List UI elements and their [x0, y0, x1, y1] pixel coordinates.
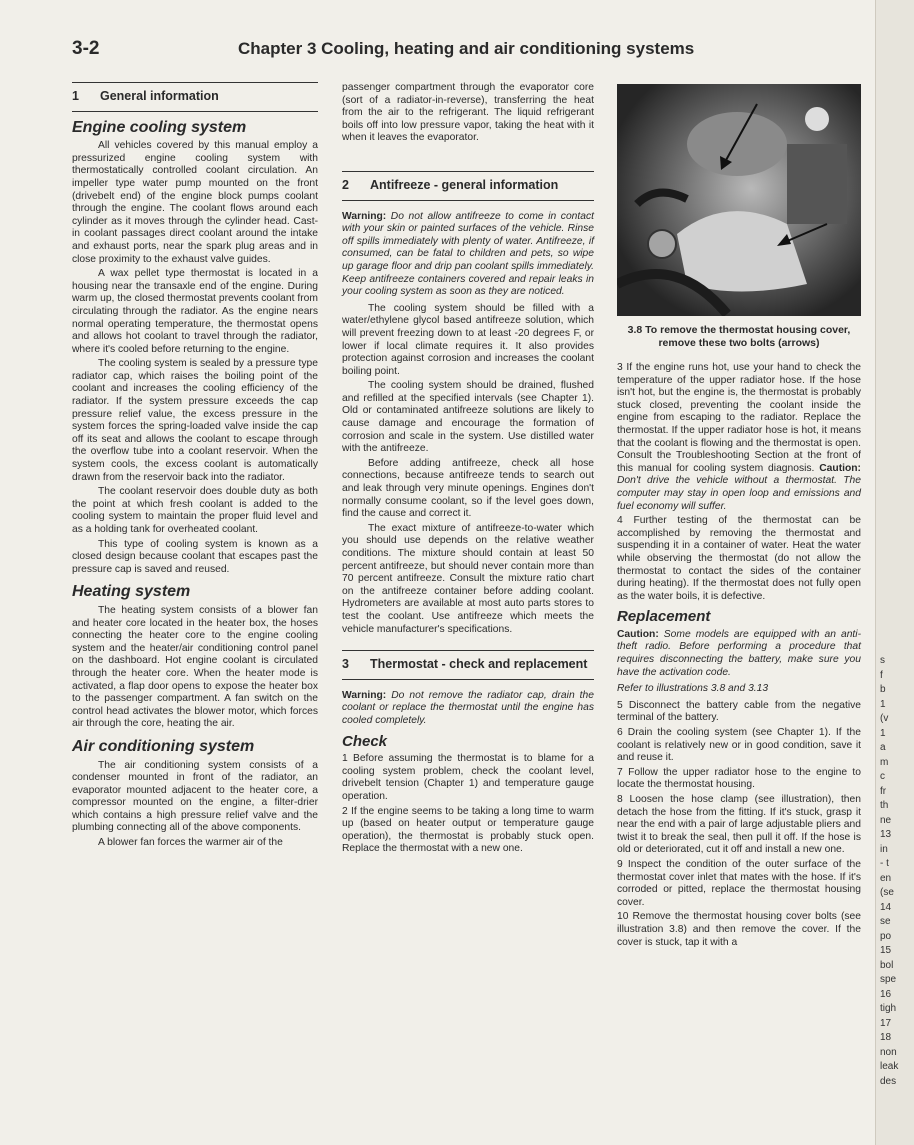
engine-cooling-heading: Engine cooling system — [72, 118, 247, 136]
section-title: Antifreeze - general information — [370, 177, 559, 192]
warning-note — [342, 211, 594, 299]
paragraph: The heating system consists of a blower fan and heater core located in the heater box, the hoses connecting the heater core to the engine cooling system and the heater/air conditioning control panel on the dashboard. Hot engine coolant is circulated through the heater core. When the heater mode is activated, a flap door opens to expose the heater box to the passenger compartment. A fan switch on the control head activates the blower motor, which forces air through the core, heating the air. — [72, 604, 318, 730]
caution-note — [617, 629, 861, 679]
replacement-heading: Replacement — [617, 608, 711, 626]
warning-text: Do not allow antifreeze to come in contact with your skin or painted surfaces of the vehicle. Rinse off spills immediately with plenty of water. Antifreeze, if consumed, can be fatal to children and pets, so wipe up garage floor and drip pan coolant spills immediately. Keep antifreeze containers covered and repair leaks in your cooling system as soon as they are noticed. — [342, 210, 594, 298]
edge-fragment: po — [880, 930, 892, 942]
step-9: 9 Inspect the condition of the outer surface of the thermostat cover inlet that mates with the hose. If it's corroded or pitted, replace the thermostat housing cover. — [617, 858, 861, 908]
edge-fragment: 1 — [880, 698, 886, 710]
edge-fragment: (se — [880, 887, 894, 898]
edge-fragment: (v — [880, 713, 889, 724]
caution-label: Caution: — [617, 628, 659, 640]
edge-fragment: 1 — [880, 727, 886, 739]
edge-fragment: m — [880, 756, 889, 768]
step-7: 7 Follow the upper radiator hose to the engine to locate the thermostat housing. — [617, 766, 861, 791]
edge-fragment: f — [880, 669, 883, 681]
step-8: 8 Loosen the hose clamp (see illustration), then detach the hose from the fitting. If it's stuck, grasp it near the end with a pair of large adjustable pliers and twist it to break the seal, then pull it off. If the hose is old or deteriorated, cut it off and install a new one. — [617, 794, 861, 856]
edge-fragment: b — [880, 684, 886, 695]
edge-fragment: non — [880, 1046, 897, 1058]
column-2 — [342, 82, 594, 858]
paragraph: The cooling system should be filled with a water/ethylene glycol based antifreeze solution, which will prevent freezing down to at least -20 degrees F, or lower if local climate requires it. It also provides protection against corrosion and increases the coolant boiling point. — [342, 302, 594, 377]
edge-fragment: a — [880, 742, 886, 753]
paragraph: All vehicles covered by this manual employ a pressurized engine cooling system with thermostatically controlled coolant circulation. An impeller type water pump mounted on the front (drivebelt end) of the engine block pumps coolant through the engine. The coolant flows around each cylinder as it moves through the cylinder head. Cast-in coolant passages direct coolant around the intake and exhaust ports, near the spark plug areas and in close proximity to the exhaust valve guides. — [72, 140, 318, 265]
edge-fragment: 13 — [880, 829, 892, 840]
edge-fragment: 15 — [880, 945, 892, 956]
step-1: 1 Before assuming the thermostat is to blame for a cooling system problem, check the coolant level, drivebelt tension (Chapter 1) and temperature gauge operation. — [342, 753, 594, 802]
warning-label: Warning: — [342, 689, 387, 701]
edge-fragment: tigh — [880, 1003, 897, 1014]
section-number: 1 — [72, 89, 79, 103]
step-text: 3 If the engine runs hot, use your hand to check the temperature of the upper radiator hose. If the hose isn't hot, but the engine is, the thermostat is probably stuck closed, preventing the coolant inside the engine from escaping to the radiator. Replace the thermostat. If the upper radiator hose is hot, it means that the coolant is flowing and the thermostat is open. Consult the Troubleshooting Section at the front of this manual for cooling system diagnosis. — [617, 362, 861, 474]
edge-fragment: ne — [880, 814, 892, 826]
section-2-heading — [342, 171, 594, 201]
section-number: 2 — [342, 177, 349, 192]
paragraph: A blower fan forces the warmer air of the — [98, 837, 283, 849]
figure-caption: 3.8 To remove the thermostat housing cover, remove these two bolts (arrows) — [627, 324, 851, 349]
thermostat-housing-photo — [617, 84, 861, 316]
caution-label: Caution: — [814, 462, 861, 474]
heating-heading: Heating system — [72, 583, 191, 601]
section-title: General information — [100, 89, 219, 103]
step-5: 5 Disconnect the battery cable from the negative terminal of the battery. — [617, 699, 861, 724]
edge-fragment: spe — [880, 974, 897, 985]
edge-fragment: en — [880, 872, 892, 884]
column-1 — [72, 82, 318, 852]
edge-fragment: - t — [880, 858, 889, 869]
edge-fragment: 16 — [880, 988, 892, 1000]
paragraph: The coolant reservoir does double duty as both the point at which fresh coolant is added to the cooling system to maintain the proper fluid level and as a holding tank for overheated coolant. — [72, 486, 318, 535]
edge-fragment: 14 — [880, 901, 892, 913]
step-6: 6 Drain the cooling system (see Chapter 1). If the coolant is relatively new or in good condition, save it and reuse it. — [617, 727, 861, 764]
step-2: 2 If the engine seems to be taking a long time to warm up (based on heater output or temperature gauge operation), the thermostat is probably stuck open. Replace the thermostat with a new one. — [342, 805, 594, 855]
step-4: 4 Further testing of the thermostat can be accomplished by removing the thermostat and suspending it in a container of water. Heat the water while observing the thermostat (do not allow the thermostat to contact the sides of the container during heating). If the thermostat does not fully open as the water boils, it is defective. — [617, 515, 861, 602]
paragraph: A wax pellet type thermostat is located in a housing near the transaxle end of the engine. During warm up, the closed thermostat prevents coolant from circulating through the radiator. As the engine nears normal operating temperature, the thermostat opens and allows hot coolant to travel through the radiator, where it's cooled before returning to the engine. — [72, 268, 318, 355]
page-header — [72, 38, 872, 68]
paragraph: passenger compartment through the evaporator core (sort of a radiator-in-reverse), transferring the heat from the air to the refrigerant. The liquid refrigerant boils off into low pressure vapor, taking the heat with it when it leaves the evaporator. — [342, 82, 594, 144]
edge-fragment: bol — [880, 959, 894, 971]
caution-text: Don't drive the vehicle without a thermostat. The computer may stay in open loop and emissions and fuel economy will suffer. — [617, 475, 861, 512]
column-3 — [617, 82, 861, 951]
section-title: Thermostat - check and replacement — [370, 657, 588, 672]
edge-fragment: 18 — [880, 1032, 892, 1043]
edge-fragment: 17 — [880, 1017, 892, 1029]
paragraph: The exact mixture of antifreeze-to-water which you should use depends on the relative weather conditions. The mixture should contain at least 50 percent antifreeze, but should never contain more than 70 percent antifreeze. Consult the mixture ratio chart on the antifreeze container before adding coolant. Hydrometers are available at most auto parts stores to test the coolant. Use antifreeze which meets the vehicle manufacturer's specifications. — [342, 522, 594, 635]
warning-note — [342, 690, 594, 728]
section-number: 3 — [342, 657, 349, 672]
air-conditioning-heading: Air conditioning system — [72, 737, 255, 755]
page-number: 3-2 — [72, 38, 100, 59]
edge-fragment: in — [880, 843, 888, 855]
step-3 — [617, 362, 861, 513]
edge-fragment: se — [880, 916, 891, 927]
step-10: 10 Remove the thermostat housing cover bolts (see illustration 3.8) and then remove the cover. If the cover is stuck, tap it with a — [617, 911, 861, 948]
warning-text: Do not remove the radiator cap, drain the coolant or replace the thermostat until the engine has cooled completely. — [342, 689, 594, 726]
check-heading: Check — [342, 732, 388, 750]
paragraph: The cooling system is sealed by a pressure type radiator cap, which raises the boiling point of the coolant and increases the cooling efficiency of the radiator. If the system pressure exceeds the cap pressure relief value, the excess pressure in the system forces the spring-loaded valve inside the cap off its seat and allows the coolant to escape through the overflow tube into a coolant reservoir. When the system cools, the excess coolant is automatically drawn from the reservoir back into the radiator. — [72, 358, 318, 483]
edge-fragment: th — [880, 800, 889, 811]
edge-fragment: fr — [880, 785, 887, 797]
illustration-reference: Refer to illustrations 3.8 and 3.13 — [617, 683, 769, 695]
next-page-edge — [875, 0, 914, 1145]
chapter-title: Chapter 3 Cooling, heating and air conditioning systems — [238, 39, 695, 58]
section-3-heading — [342, 650, 594, 680]
caution-text: Some models are equipped with an anti-theft radio. Before performing a procedure that requires disconnecting the battery, make sure you have the activation code. — [617, 628, 861, 678]
edge-fragment: s — [880, 655, 885, 666]
edge-fragment: leak — [880, 1061, 899, 1072]
section-1-heading — [72, 82, 318, 112]
engine-photo-illustration — [617, 84, 861, 316]
edge-fragment: des — [880, 1075, 897, 1087]
warning-label: Warning: — [342, 210, 387, 222]
paragraph: Before adding antifreeze, check all hose connections, because antifreeze tends to search out and leak through very minute openings. Engines don't normally consume coolant, so if the level goes down, find the cause and correct it. — [342, 457, 594, 520]
paragraph: The air conditioning system consists of a condenser mounted in front of the radiator, an evaporator mounted adjacent to the heater core, a compressor mounted on the engine, a filter-drier which contains a high pressure relief valve and the plumbing connecting all of the above components. — [72, 759, 318, 834]
paragraph: The cooling system should be drained, flushed and refilled at the specified intervals (see Chapter 1). Old or contaminated antifreeze solutions are likely to cause damage and encourage the formation of corrosion and scale in the system. Use distilled water with the antifreeze. — [342, 380, 594, 455]
paragraph: This type of cooling system is known as a closed design because coolant that escapes past the pressure cap is saved and reused. — [72, 538, 318, 575]
edge-fragment: c — [880, 771, 885, 782]
